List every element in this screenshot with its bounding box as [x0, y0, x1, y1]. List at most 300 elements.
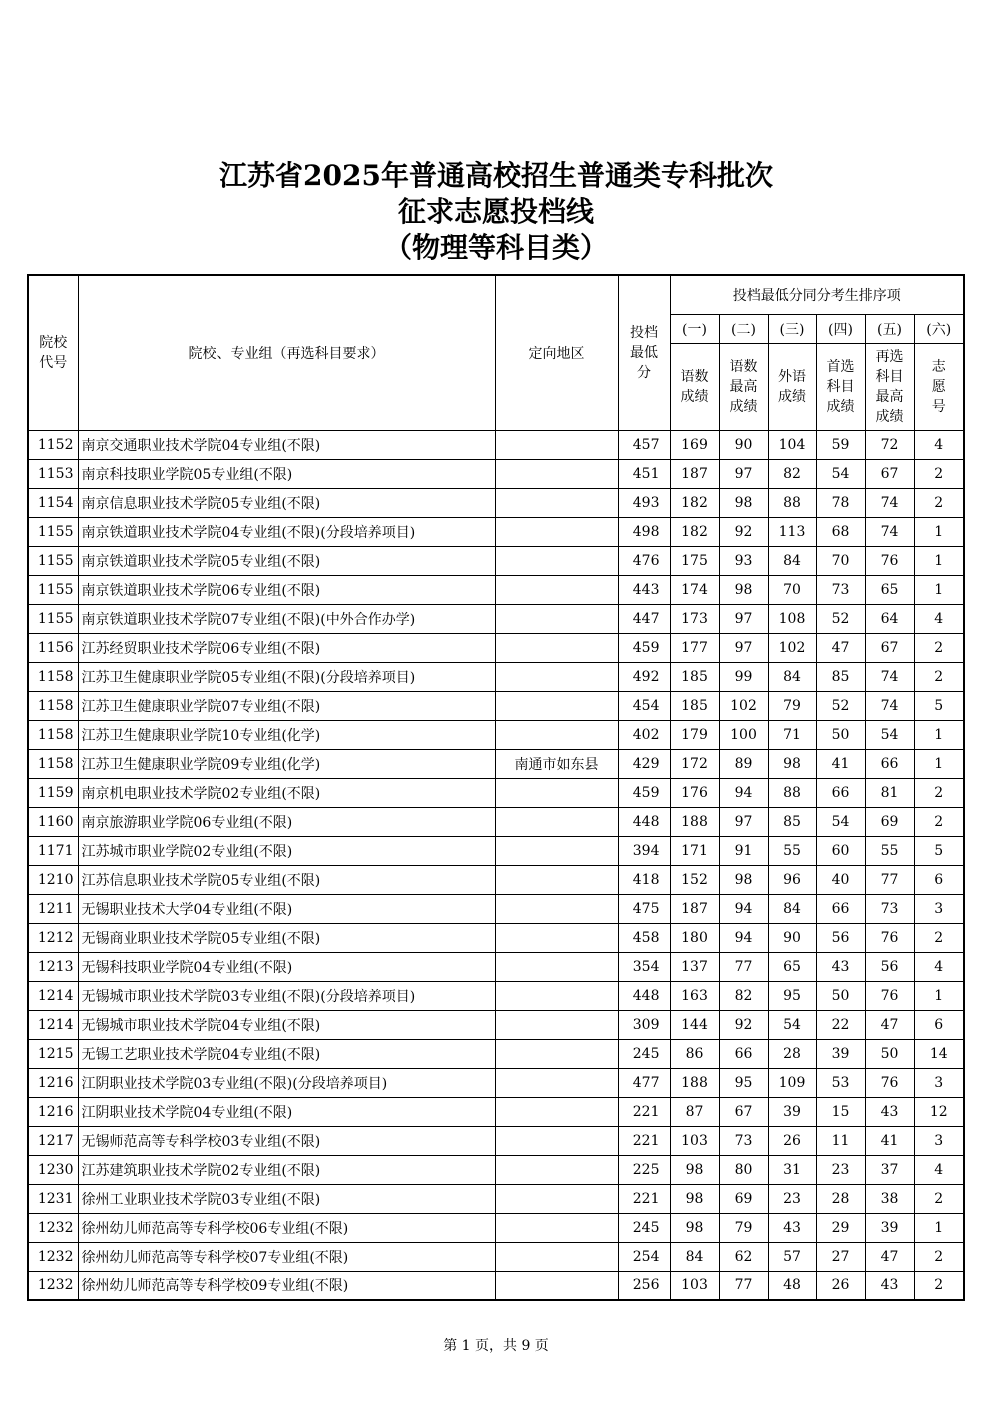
- row-min-score: 225: [618, 1155, 670, 1184]
- row-preference-number: 2: [914, 1184, 964, 1213]
- table-row: [28, 1010, 964, 1039]
- row-foreign-language-score: 113: [768, 517, 816, 546]
- table-row: [28, 546, 964, 575]
- row-region: [495, 1097, 618, 1126]
- row-region: [495, 807, 618, 836]
- row-first-subject-score: 50: [816, 981, 865, 1010]
- row-name: 江苏卫生健康职业学院10专业组(化学): [78, 720, 495, 749]
- row-name: 徐州幼儿师范高等专科学校09专业组(不限): [78, 1271, 495, 1300]
- row-preference-number: 5: [914, 691, 964, 720]
- row-code: 1232: [28, 1271, 78, 1300]
- row-first-subject-score: 53: [816, 1068, 865, 1097]
- row-region: [495, 575, 618, 604]
- row-code: 1216: [28, 1068, 78, 1097]
- page-footer: 第 1 页，共 9 页: [443, 1338, 549, 1354]
- row-min-score: 254: [618, 1242, 670, 1271]
- row-code: 1216: [28, 1097, 78, 1126]
- row-code: 1231: [28, 1184, 78, 1213]
- row-preference-number: 3: [914, 1126, 964, 1155]
- row-code: 1153: [28, 459, 78, 488]
- row-chinese-math-max: 98: [719, 488, 768, 517]
- row-foreign-language-score: 54: [768, 1010, 816, 1039]
- row-foreign-language-score: 43: [768, 1213, 816, 1242]
- row-foreign-language-score: 31: [768, 1155, 816, 1184]
- row-name: 江苏卫生健康职业学院07专业组(不限): [78, 691, 495, 720]
- header-tiebreak-group: 投档最低分同分考生排序项: [670, 275, 964, 314]
- row-region: [495, 1155, 618, 1184]
- table-row: [28, 836, 964, 865]
- header-region: 定向地区: [495, 275, 618, 430]
- row-first-subject-score: 78: [816, 488, 865, 517]
- row-preference-number: 1: [914, 546, 964, 575]
- row-foreign-language-score: 55: [768, 836, 816, 865]
- row-min-score: 459: [618, 778, 670, 807]
- row-chinese-math-max: 97: [719, 604, 768, 633]
- row-second-subject-max: 38: [865, 1184, 914, 1213]
- row-foreign-language-score: 88: [768, 778, 816, 807]
- row-chinese-math-score: 144: [670, 1010, 719, 1039]
- row-name: 江苏城市职业学院02专业组(不限): [78, 836, 495, 865]
- row-foreign-language-score: 48: [768, 1271, 816, 1300]
- table-row: [28, 720, 964, 749]
- row-second-subject-max: 76: [865, 923, 914, 952]
- header-num-1: (一): [670, 314, 719, 343]
- row-region: [495, 633, 618, 662]
- row-chinese-math-score: 98: [670, 1155, 719, 1184]
- row-min-score: 443: [618, 575, 670, 604]
- row-chinese-math-score: 152: [670, 865, 719, 894]
- header-sub-5: 再选科目最高成绩: [865, 343, 914, 430]
- row-chinese-math-score: 187: [670, 459, 719, 488]
- row-chinese-math-max: 95: [719, 1068, 768, 1097]
- row-region: [495, 604, 618, 633]
- row-code: 1215: [28, 1039, 78, 1068]
- row-foreign-language-score: 39: [768, 1097, 816, 1126]
- row-name: 江阴职业技术学院03专业组(不限)(分段培养项目): [78, 1068, 495, 1097]
- table-row: [28, 1155, 964, 1184]
- row-preference-number: 2: [914, 1242, 964, 1271]
- row-first-subject-score: 60: [816, 836, 865, 865]
- row-chinese-math-max: 97: [719, 459, 768, 488]
- row-region: [495, 517, 618, 546]
- row-chinese-math-score: 175: [670, 546, 719, 575]
- row-min-score: 221: [618, 1184, 670, 1213]
- row-chinese-math-score: 182: [670, 517, 719, 546]
- row-region: [495, 1039, 618, 1068]
- row-preference-number: 4: [914, 604, 964, 633]
- row-min-score: 451: [618, 459, 670, 488]
- row-name: 南京交通职业技术学院04专业组(不限): [78, 430, 495, 459]
- row-chinese-math-max: 94: [719, 778, 768, 807]
- row-chinese-math-score: 172: [670, 749, 719, 778]
- row-chinese-math-max: 77: [719, 952, 768, 981]
- row-chinese-math-max: 94: [719, 923, 768, 952]
- row-foreign-language-score: 84: [768, 662, 816, 691]
- row-preference-number: 3: [914, 1068, 964, 1097]
- row-region: [495, 865, 618, 894]
- row-second-subject-max: 56: [865, 952, 914, 981]
- row-chinese-math-max: 94: [719, 894, 768, 923]
- row-code: 1155: [28, 517, 78, 546]
- row-code: 1158: [28, 720, 78, 749]
- row-min-score: 477: [618, 1068, 670, 1097]
- header-sub-1: 语数成绩: [670, 343, 719, 430]
- table-header: [28, 275, 964, 430]
- row-second-subject-max: 76: [865, 1068, 914, 1097]
- row-first-subject-score: 52: [816, 604, 865, 633]
- row-min-score: 245: [618, 1039, 670, 1068]
- row-preference-number: 3: [914, 894, 964, 923]
- row-chinese-math-score: 179: [670, 720, 719, 749]
- row-min-score: 459: [618, 633, 670, 662]
- row-name: 无锡工艺职业技术学院04专业组(不限): [78, 1039, 495, 1068]
- row-region: [495, 1068, 618, 1097]
- row-name: 江苏经贸职业技术学院06专业组(不限): [78, 633, 495, 662]
- row-name: 南京铁道职业技术学院07专业组(不限)(中外合作办学): [78, 604, 495, 633]
- row-name: 江阴职业技术学院04专业组(不限): [78, 1097, 495, 1126]
- header-code: 院校代号: [28, 275, 78, 430]
- row-code: 1158: [28, 662, 78, 691]
- row-region: 南通市如东县: [495, 749, 618, 778]
- row-second-subject-max: 67: [865, 633, 914, 662]
- row-name: 徐州幼儿师范高等专科学校06专业组(不限): [78, 1213, 495, 1242]
- row-first-subject-score: 28: [816, 1184, 865, 1213]
- table-row: [28, 1126, 964, 1155]
- row-second-subject-max: 67: [865, 459, 914, 488]
- row-region: [495, 662, 618, 691]
- row-foreign-language-score: 65: [768, 952, 816, 981]
- row-chinese-math-max: 92: [719, 1010, 768, 1039]
- table-row: [28, 1184, 964, 1213]
- row-name: 徐州工业职业技术学院03专业组(不限): [78, 1184, 495, 1213]
- row-region: [495, 923, 618, 952]
- row-chinese-math-score: 177: [670, 633, 719, 662]
- row-code: 1232: [28, 1242, 78, 1271]
- row-foreign-language-score: 95: [768, 981, 816, 1010]
- document-title: [0, 158, 992, 266]
- row-chinese-math-score: 174: [670, 575, 719, 604]
- header-num-2: (二): [719, 314, 768, 343]
- table-row: [28, 1097, 964, 1126]
- row-preference-number: 4: [914, 952, 964, 981]
- row-foreign-language-score: 28: [768, 1039, 816, 1068]
- row-name: 南京铁道职业技术学院04专业组(不限)(分段培养项目): [78, 517, 495, 546]
- row-first-subject-score: 40: [816, 865, 865, 894]
- row-foreign-language-score: 102: [768, 633, 816, 662]
- table-row: [28, 1271, 964, 1300]
- row-chinese-math-score: 176: [670, 778, 719, 807]
- row-min-score: 221: [618, 1126, 670, 1155]
- row-name: 徐州幼儿师范高等专科学校07专业组(不限): [78, 1242, 495, 1271]
- row-name: 无锡师范高等专科学校03专业组(不限): [78, 1126, 495, 1155]
- row-preference-number: 6: [914, 865, 964, 894]
- row-code: 1210: [28, 865, 78, 894]
- row-preference-number: 6: [914, 1010, 964, 1039]
- row-name: 无锡职业技术大学04专业组(不限): [78, 894, 495, 923]
- row-second-subject-max: 76: [865, 981, 914, 1010]
- row-first-subject-score: 59: [816, 430, 865, 459]
- row-chinese-math-score: 187: [670, 894, 719, 923]
- row-code: 1158: [28, 749, 78, 778]
- row-code: 1155: [28, 604, 78, 633]
- table-row: [28, 807, 964, 836]
- row-first-subject-score: 70: [816, 546, 865, 575]
- row-second-subject-max: 66: [865, 749, 914, 778]
- row-second-subject-max: 43: [865, 1271, 914, 1300]
- row-preference-number: 2: [914, 807, 964, 836]
- row-chinese-math-max: 98: [719, 575, 768, 604]
- header-sub-4: 首选科目成绩: [816, 343, 865, 430]
- row-first-subject-score: 68: [816, 517, 865, 546]
- row-preference-number: 1: [914, 981, 964, 1010]
- row-second-subject-max: 37: [865, 1155, 914, 1184]
- row-name: 无锡城市职业技术学院04专业组(不限): [78, 1010, 495, 1039]
- table-row: [28, 575, 964, 604]
- header-num-3: (三): [768, 314, 816, 343]
- table-row: [28, 604, 964, 633]
- row-second-subject-max: 64: [865, 604, 914, 633]
- row-chinese-math-max: 82: [719, 981, 768, 1010]
- row-min-score: 493: [618, 488, 670, 517]
- table-row: [28, 459, 964, 488]
- row-min-score: 448: [618, 807, 670, 836]
- row-chinese-math-max: 102: [719, 691, 768, 720]
- row-region: [495, 836, 618, 865]
- row-first-subject-score: 66: [816, 894, 865, 923]
- row-min-score: 418: [618, 865, 670, 894]
- row-preference-number: 2: [914, 662, 964, 691]
- row-chinese-math-score: 188: [670, 807, 719, 836]
- row-foreign-language-score: 108: [768, 604, 816, 633]
- row-second-subject-max: 55: [865, 836, 914, 865]
- title-line-1: 江苏省2025年普通高校招生普通类专科批次: [219, 159, 773, 192]
- row-foreign-language-score: 23: [768, 1184, 816, 1213]
- row-min-score: 221: [618, 1097, 670, 1126]
- row-region: [495, 894, 618, 923]
- row-code: 1232: [28, 1213, 78, 1242]
- header-num-4: (四): [816, 314, 865, 343]
- row-chinese-math-max: 92: [719, 517, 768, 546]
- row-first-subject-score: 39: [816, 1039, 865, 1068]
- row-foreign-language-score: 85: [768, 807, 816, 836]
- row-region: [495, 691, 618, 720]
- table-row: [28, 662, 964, 691]
- row-second-subject-max: 74: [865, 517, 914, 546]
- row-preference-number: 5: [914, 836, 964, 865]
- row-name: 南京科技职业学院05专业组(不限): [78, 459, 495, 488]
- row-chinese-math-max: 73: [719, 1126, 768, 1155]
- row-code: 1152: [28, 430, 78, 459]
- row-min-score: 245: [618, 1213, 670, 1242]
- row-second-subject-max: 74: [865, 662, 914, 691]
- row-first-subject-score: 50: [816, 720, 865, 749]
- row-second-subject-max: 74: [865, 691, 914, 720]
- row-preference-number: 4: [914, 430, 964, 459]
- row-name: 无锡商业职业技术学院05专业组(不限): [78, 923, 495, 952]
- row-chinese-math-score: 188: [670, 1068, 719, 1097]
- row-name: 南京信息职业技术学院05专业组(不限): [78, 488, 495, 517]
- row-code: 1154: [28, 488, 78, 517]
- row-first-subject-score: 29: [816, 1213, 865, 1242]
- table-row: [28, 1039, 964, 1068]
- row-code: 1213: [28, 952, 78, 981]
- row-region: [495, 430, 618, 459]
- row-preference-number: 1: [914, 1213, 964, 1242]
- row-first-subject-score: 56: [816, 923, 865, 952]
- row-name: 江苏信息职业技术学院05专业组(不限): [78, 865, 495, 894]
- row-first-subject-score: 73: [816, 575, 865, 604]
- row-code: 1214: [28, 981, 78, 1010]
- row-foreign-language-score: 90: [768, 923, 816, 952]
- row-code: 1217: [28, 1126, 78, 1155]
- row-chinese-math-max: 100: [719, 720, 768, 749]
- row-first-subject-score: 85: [816, 662, 865, 691]
- row-min-score: 475: [618, 894, 670, 923]
- row-chinese-math-max: 93: [719, 546, 768, 575]
- row-foreign-language-score: 79: [768, 691, 816, 720]
- row-code: 1212: [28, 923, 78, 952]
- row-second-subject-max: 81: [865, 778, 914, 807]
- header-num-5: (五): [865, 314, 914, 343]
- row-second-subject-max: 72: [865, 430, 914, 459]
- row-min-score: 429: [618, 749, 670, 778]
- row-name: 江苏卫生健康职业学院09专业组(化学): [78, 749, 495, 778]
- row-region: [495, 981, 618, 1010]
- row-preference-number: 1: [914, 749, 964, 778]
- row-chinese-math-score: 171: [670, 836, 719, 865]
- row-min-score: 476: [618, 546, 670, 575]
- row-region: [495, 1242, 618, 1271]
- row-second-subject-max: 69: [865, 807, 914, 836]
- table-row: [28, 865, 964, 894]
- row-chinese-math-score: 185: [670, 691, 719, 720]
- row-second-subject-max: 54: [865, 720, 914, 749]
- row-name: 无锡科技职业学院04专业组(不限): [78, 952, 495, 981]
- table-row: [28, 1242, 964, 1271]
- header-sub-6: 志愿号: [914, 343, 964, 430]
- row-preference-number: 2: [914, 1271, 964, 1300]
- table-row: [28, 952, 964, 981]
- row-first-subject-score: 23: [816, 1155, 865, 1184]
- row-region: [495, 1010, 618, 1039]
- row-chinese-math-max: 79: [719, 1213, 768, 1242]
- row-preference-number: 2: [914, 778, 964, 807]
- row-foreign-language-score: 26: [768, 1126, 816, 1155]
- table-row: [28, 488, 964, 517]
- row-preference-number: 2: [914, 488, 964, 517]
- table-body: [28, 430, 964, 1300]
- table-row: [28, 517, 964, 546]
- row-foreign-language-score: 57: [768, 1242, 816, 1271]
- row-code: 1211: [28, 894, 78, 923]
- row-code: 1159: [28, 778, 78, 807]
- row-chinese-math-max: 97: [719, 633, 768, 662]
- row-min-score: 492: [618, 662, 670, 691]
- row-preference-number: 2: [914, 923, 964, 952]
- row-region: [495, 488, 618, 517]
- row-chinese-math-max: 69: [719, 1184, 768, 1213]
- row-chinese-math-score: 185: [670, 662, 719, 691]
- row-name: 南京旅游职业学院06专业组(不限): [78, 807, 495, 836]
- row-foreign-language-score: 71: [768, 720, 816, 749]
- table-row: [28, 691, 964, 720]
- row-code: 1230: [28, 1155, 78, 1184]
- row-chinese-math-score: 137: [670, 952, 719, 981]
- row-second-subject-max: 39: [865, 1213, 914, 1242]
- row-preference-number: 12: [914, 1097, 964, 1126]
- row-first-subject-score: 54: [816, 459, 865, 488]
- row-first-subject-score: 41: [816, 749, 865, 778]
- row-chinese-math-score: 98: [670, 1184, 719, 1213]
- row-chinese-math-score: 103: [670, 1126, 719, 1155]
- row-min-score: 309: [618, 1010, 670, 1039]
- row-name: 江苏卫生健康职业学院05专业组(不限)(分段培养项目): [78, 662, 495, 691]
- row-second-subject-max: 65: [865, 575, 914, 604]
- header-sub-3: 外语成绩: [768, 343, 816, 430]
- row-chinese-math-max: 62: [719, 1242, 768, 1271]
- row-min-score: 457: [618, 430, 670, 459]
- row-second-subject-max: 41: [865, 1126, 914, 1155]
- row-preference-number: 14: [914, 1039, 964, 1068]
- row-preference-number: 2: [914, 633, 964, 662]
- row-foreign-language-score: 84: [768, 894, 816, 923]
- row-code: 1155: [28, 546, 78, 575]
- row-foreign-language-score: 98: [768, 749, 816, 778]
- row-chinese-math-score: 169: [670, 430, 719, 459]
- row-first-subject-score: 22: [816, 1010, 865, 1039]
- header-name: 院校、专业组（再选科目要求）: [78, 275, 495, 430]
- row-chinese-math-max: 91: [719, 836, 768, 865]
- row-preference-number: 1: [914, 575, 964, 604]
- row-first-subject-score: 52: [816, 691, 865, 720]
- row-region: [495, 1271, 618, 1300]
- row-name: 无锡城市职业技术学院03专业组(不限)(分段培养项目): [78, 981, 495, 1010]
- row-chinese-math-max: 98: [719, 865, 768, 894]
- row-second-subject-max: 73: [865, 894, 914, 923]
- row-chinese-math-score: 182: [670, 488, 719, 517]
- row-min-score: 447: [618, 604, 670, 633]
- row-preference-number: 4: [914, 1155, 964, 1184]
- row-first-subject-score: 43: [816, 952, 865, 981]
- row-second-subject-max: 74: [865, 488, 914, 517]
- row-foreign-language-score: 70: [768, 575, 816, 604]
- row-chinese-math-score: 163: [670, 981, 719, 1010]
- header-sub-2: 语数最高成绩: [719, 343, 768, 430]
- row-first-subject-score: 47: [816, 633, 865, 662]
- row-first-subject-score: 26: [816, 1271, 865, 1300]
- row-min-score: 402: [618, 720, 670, 749]
- header-num-6: (六): [914, 314, 964, 343]
- row-region: [495, 459, 618, 488]
- row-preference-number: 1: [914, 517, 964, 546]
- row-chinese-math-score: 180: [670, 923, 719, 952]
- row-chinese-math-max: 89: [719, 749, 768, 778]
- row-preference-number: 1: [914, 720, 964, 749]
- row-chinese-math-max: 97: [719, 807, 768, 836]
- row-second-subject-max: 77: [865, 865, 914, 894]
- row-min-score: 454: [618, 691, 670, 720]
- row-min-score: 394: [618, 836, 670, 865]
- row-second-subject-max: 47: [865, 1242, 914, 1271]
- row-foreign-language-score: 109: [768, 1068, 816, 1097]
- table-row: [28, 894, 964, 923]
- row-first-subject-score: 27: [816, 1242, 865, 1271]
- row-chinese-math-score: 173: [670, 604, 719, 633]
- row-code: 1171: [28, 836, 78, 865]
- row-chinese-math-max: 67: [719, 1097, 768, 1126]
- row-region: [495, 952, 618, 981]
- row-chinese-math-max: 99: [719, 662, 768, 691]
